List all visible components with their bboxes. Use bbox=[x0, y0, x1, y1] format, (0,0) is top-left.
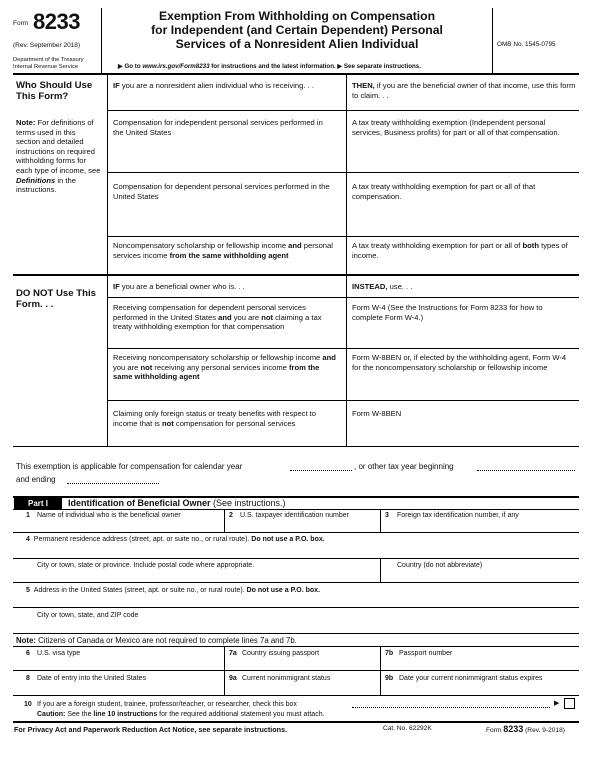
footer-form-id bbox=[486, 724, 565, 734]
canada-mexico-note bbox=[16, 636, 297, 645]
field-9a-label: Current nonimmigrant status bbox=[242, 675, 331, 682]
dnu-row2-left-c: receiving any personal services income bbox=[152, 362, 290, 372]
calendar-line-2: and ending bbox=[16, 475, 56, 484]
student-checkbox[interactable] bbox=[564, 698, 575, 709]
department-line bbox=[13, 57, 84, 70]
dnu-row1-left-and: and bbox=[218, 312, 232, 322]
field-1-input[interactable] bbox=[14, 521, 223, 531]
form-label: Form bbox=[13, 20, 29, 27]
field-1-num: 1 bbox=[26, 512, 30, 519]
who-row-1-right: A tax treaty withholding exemption (Independent personal services, Business profits) for part or all of that compensation. bbox=[352, 118, 560, 137]
field-9a-num: 9a bbox=[229, 675, 237, 682]
dnu-row-3-right: Form W-8BEN bbox=[352, 409, 402, 418]
calendar-year-input[interactable] bbox=[290, 470, 352, 471]
then-header bbox=[352, 81, 577, 100]
row3-left-a: Noncompensatory scholarship or fellowship income bbox=[113, 241, 289, 250]
if-header bbox=[113, 81, 341, 91]
dnu-row2-left-and: and bbox=[322, 353, 336, 362]
dnu-row1-left-c: claiming a tax treaty withholding exemption for that compensation bbox=[113, 312, 322, 332]
who-row-3-left bbox=[113, 241, 335, 260]
goto-prefix: ▶ Go to bbox=[118, 63, 143, 70]
instead-label: INSTEAD, bbox=[352, 282, 388, 291]
field-10-num: 10 bbox=[24, 701, 32, 708]
field-7a-num: 7a bbox=[229, 650, 237, 657]
row3-right-both: both bbox=[522, 241, 539, 250]
title-line-2: for Independent (and Certain Dependent) Personal bbox=[151, 22, 443, 37]
field-4-city-input[interactable] bbox=[14, 571, 379, 581]
field-7b-input[interactable] bbox=[382, 659, 578, 669]
field-7a-label: Country issuing passport bbox=[242, 650, 320, 657]
part-1-tag: Part I bbox=[14, 498, 62, 509]
who-row-2-right: A tax treaty withholding exemption for part or all of that compensation. bbox=[352, 182, 536, 201]
footer-form-number: 8233 bbox=[503, 724, 524, 734]
field-10-leader bbox=[352, 707, 550, 708]
then-text: if you are the beneficial owner of that income, use this form to claim. . . bbox=[352, 81, 576, 100]
field-4-country-label: Country (do not abbreviate) bbox=[397, 562, 483, 569]
dnu-row3-left-b: compensation for personal services bbox=[173, 418, 296, 428]
field-10-label: If you are a foreign student, trainee, professor/teacher, or researcher, check this box bbox=[37, 701, 297, 708]
calendar-line-1: This exemption is applicable for compensation for calendar year bbox=[16, 462, 243, 471]
do-not-if-text: you are a beneficial owner who is. . . bbox=[119, 282, 245, 291]
catalog-number: Cat. No. 62292K bbox=[383, 725, 432, 732]
field-2-num: 2 bbox=[229, 512, 233, 519]
field-4-num: 4 bbox=[26, 536, 30, 543]
dnu-row-1-right: Form W-4 (See the Instructions for Form 8233 for how to complete Form W-4.) bbox=[352, 303, 543, 322]
field-2-input[interactable] bbox=[226, 521, 378, 531]
irs-url-link[interactable]: www.irs.gov/Form8233 bbox=[142, 63, 210, 70]
part-1-title bbox=[68, 498, 286, 509]
dnu-row3-left-not: not bbox=[161, 418, 174, 428]
dnu-row2-left-not: not bbox=[140, 362, 153, 372]
department-line-2: Internal Revenue Service bbox=[13, 63, 79, 70]
title-line-1: Exemption From Withholding on Compensation bbox=[158, 9, 436, 23]
who-should-note bbox=[16, 118, 101, 195]
caution-text-a: See the bbox=[65, 711, 94, 718]
field-7b-label: Passport number bbox=[399, 650, 453, 657]
field-5-label bbox=[26, 586, 320, 595]
field-8-input[interactable] bbox=[14, 684, 223, 694]
dnu-row1-left-a: Receiving compensation for dependent personal services performed in the United States bbox=[113, 303, 306, 322]
field-2-label: U.S. taxpayer identification number bbox=[240, 512, 349, 519]
part-1-title-bold: Identification of Beneficial Owner bbox=[68, 498, 211, 508]
dnu-row1-left-b: you are bbox=[231, 312, 262, 322]
field-5-city-label: City or town, state, and ZIP code bbox=[37, 612, 139, 619]
canada-note-text: Citizens of Canada or Mexico are not required to complete lines 7a and 7b. bbox=[35, 636, 297, 645]
who-row-1-left: Compensation for independent personal services performed in the United States bbox=[113, 118, 323, 137]
field-9a-input[interactable] bbox=[226, 684, 378, 694]
department-line-1: Department of the Treasury bbox=[13, 57, 84, 63]
part-1-title-suffix: (See instructions.) bbox=[210, 498, 286, 508]
field-4-city-label: City or town, state or province. Include postal code where appropriate. bbox=[37, 562, 255, 569]
field-4-text: Permanent residence address (street, apt. or suite no., or rural route). bbox=[33, 536, 252, 543]
canada-note-label: Note: bbox=[16, 636, 36, 645]
dnu-row1-left-not: not bbox=[261, 312, 273, 322]
row3-left-and: and bbox=[288, 241, 302, 250]
dnu-row2-left-b: you are bbox=[113, 362, 141, 372]
do-not-if-label: IF bbox=[113, 282, 120, 291]
field-4-country-input[interactable] bbox=[382, 571, 578, 581]
caution-line bbox=[37, 710, 325, 719]
field-8-label: Date of entry into the United States bbox=[37, 675, 146, 682]
field-7a-input[interactable] bbox=[226, 659, 378, 669]
field-4-input[interactable] bbox=[14, 545, 578, 557]
who-row-3-right bbox=[352, 241, 574, 260]
note-text: For definitions of terms used in this section and detailed instructions on required withholding forms for each type of income, see bbox=[16, 118, 101, 175]
instructions-link-line bbox=[118, 63, 421, 70]
field-10-arrow: ▶ bbox=[554, 700, 560, 707]
goto-suffix: for instructions and the latest information. ▶ See separate instructions. bbox=[209, 63, 421, 70]
dnu-row-2-right: Form W-8BEN or, if elected by the withholding agent, Form W-4 for the noncompensatory scholarship or fellowship income bbox=[352, 353, 567, 372]
do-not-use-heading: DO NOT Use This Form. . . bbox=[16, 288, 96, 311]
field-9b-label: Date your current nonimmigrant status expires bbox=[399, 675, 543, 682]
field-5-input[interactable] bbox=[14, 596, 578, 606]
caution-label: Caution: bbox=[37, 711, 66, 718]
instead-header bbox=[352, 282, 577, 292]
dnu-row3-left-a: Claiming only foreign status or treaty benefits with respect to income that is bbox=[113, 409, 317, 428]
field-5-city-input[interactable] bbox=[14, 621, 578, 631]
dnu-row-2-left bbox=[113, 353, 338, 382]
caution-text-b: for the required additional statement you must attach. bbox=[157, 711, 325, 718]
dnu-row-3-left bbox=[113, 409, 335, 428]
field-9b-num: 9b bbox=[385, 675, 394, 682]
field-3-num: 3 bbox=[385, 512, 389, 519]
row3-left-from: from the same withholding agent bbox=[169, 250, 289, 260]
who-should-heading: Who Should Use This Form? bbox=[16, 80, 93, 103]
field-1-label: Name of individual who is the beneficial owner bbox=[37, 512, 181, 519]
if-text: you are a nonresident alien individual who is receiving. . . bbox=[119, 81, 314, 90]
note-tail: in the instructions. bbox=[16, 175, 76, 195]
note-label: Note: bbox=[16, 118, 36, 127]
dnu-row2-left-from: from the same withholding agent bbox=[113, 362, 320, 382]
who-row-2-left: Compensation for dependent personal services performed in the United States bbox=[113, 182, 330, 201]
dnu-row2-left-a: Receiving noncompensatory scholarship or fellowship income bbox=[113, 353, 323, 362]
caution-bold: line 10 instructions bbox=[93, 711, 158, 718]
field-3-label: Foreign tax identification number, if any bbox=[397, 512, 519, 519]
if-label: IF bbox=[113, 81, 120, 90]
field-5-text: Address in the United States (street, apt. or suite no., or rural route). bbox=[33, 587, 247, 594]
footer-revision: (Rev. 9-2018) bbox=[525, 727, 565, 734]
row3-right-a: A tax treaty withholding exemption for part or all of bbox=[352, 241, 523, 250]
form-title bbox=[101, 10, 493, 51]
field-4-warning: Do not use a P.O. box. bbox=[251, 536, 325, 543]
footer-form-word: Form bbox=[486, 727, 502, 734]
field-6-num: 6 bbox=[26, 650, 30, 657]
field-7b-num: 7b bbox=[385, 650, 394, 657]
do-not-if-header bbox=[113, 282, 341, 292]
form-number: 8233 bbox=[33, 9, 80, 34]
field-5-num: 5 bbox=[26, 587, 30, 594]
tax-year-begin-input[interactable] bbox=[477, 470, 575, 471]
revision-date: (Rev. September 2018) bbox=[13, 42, 81, 49]
title-line-3: Services of a Nonresident Alien Individual bbox=[175, 36, 419, 51]
instead-text: use. . . bbox=[387, 282, 413, 291]
dnu-row-1-left bbox=[113, 303, 338, 332]
note-definitions: Definitions bbox=[16, 175, 56, 185]
field-6-input[interactable] bbox=[14, 659, 223, 669]
row3-left-b: personal services income bbox=[113, 241, 333, 260]
field-5-warning: Do not use a P.O. box. bbox=[246, 587, 321, 594]
tax-year-end-input[interactable] bbox=[67, 483, 159, 484]
calendar-mid: , or other tax year beginning bbox=[354, 462, 454, 471]
privacy-notice: For Privacy Act and Paperwork Reduction Act Notice, see separate instructions. bbox=[14, 725, 288, 734]
field-4-label bbox=[26, 535, 325, 544]
field-3-input[interactable] bbox=[382, 521, 578, 531]
field-6-label: U.S. visa type bbox=[37, 650, 81, 657]
omb-number: OMB No. 1545-0795 bbox=[497, 41, 556, 48]
field-9b-input[interactable] bbox=[382, 684, 578, 694]
field-8-num: 8 bbox=[26, 675, 30, 682]
row3-right-b: types of income. bbox=[352, 241, 568, 260]
then-label: THEN, bbox=[352, 81, 375, 90]
